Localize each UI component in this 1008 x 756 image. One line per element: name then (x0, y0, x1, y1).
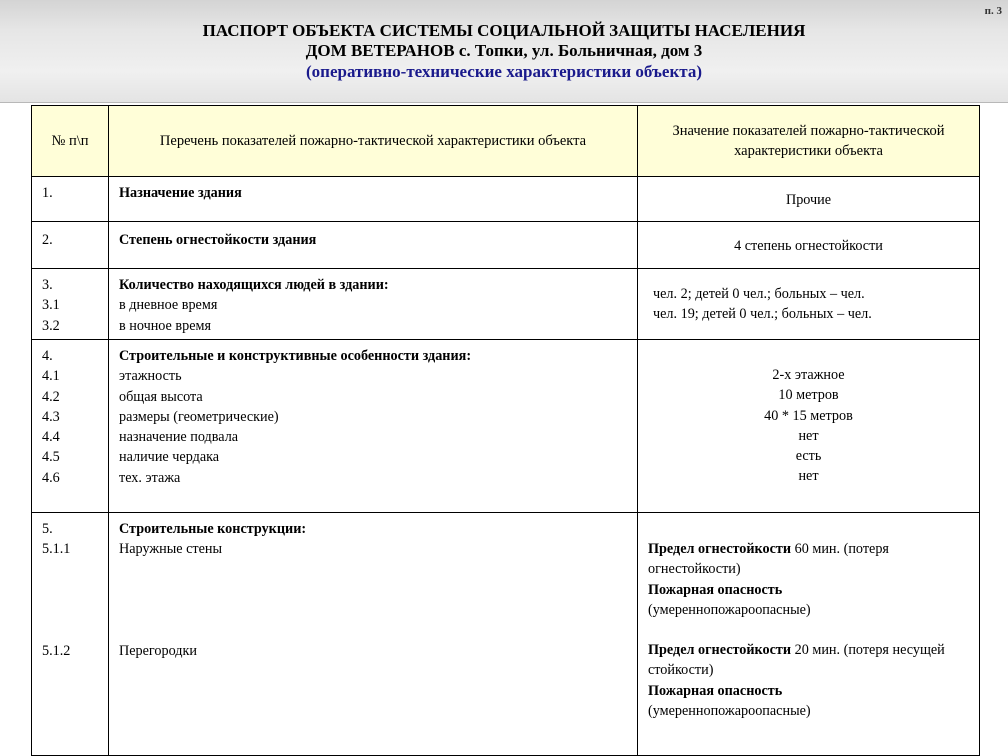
row-value (638, 513, 980, 756)
table-row (32, 340, 980, 513)
row-value: 4 степень огнестойкости (638, 222, 980, 269)
fire-danger-label: Пожарная опасность (648, 581, 783, 598)
fire-danger-value: (умереннопожароопасные) (648, 703, 811, 720)
table-row (32, 222, 980, 269)
table-row (32, 513, 980, 756)
fire-danger-value: (умереннопожароопасные) (648, 601, 811, 618)
column-header-value: Значение показателей пожарно-тактической характеристики объекта (638, 106, 980, 177)
row-label: Строительные конструкции: Наружные стены Перегородки (109, 513, 638, 756)
row-value: 2-х этажное 10 метров 40 * 15 метров нет есть нет (638, 340, 980, 513)
row-number: 5. 5.1.1 5.1.2 (32, 513, 109, 756)
row-number: 1. (32, 177, 109, 222)
row-number: 4. 4.1 4.2 4.3 4.4 4.5 4.6 (32, 340, 109, 513)
header-banner (0, 0, 1008, 103)
row-label: Количество находящихся людей в здании: в дневное время в ночное время (109, 269, 638, 340)
page-number: п. 3 (984, 5, 1002, 17)
row-label: Строительные и конструктивные особенности здания: этажность общая высота размеры (геометрические) назначение подвала наличие чердака тех. этажа (109, 340, 638, 513)
object-name: ДОМ ВЕТЕРАНОВ с. Топки, ул. Больничная, дом 3 (305, 41, 703, 60)
page-title: ПАСПОРТ ОБЪЕКТА СИСТЕМЫ СОЦИАЛЬНОЙ ЗАЩИТЫ НАСЕЛЕНИЯ (202, 21, 806, 40)
column-header-indicator: Перечень показателей пожарно-тактической характеристики объекта (109, 106, 638, 177)
column-header-num: № п\п (32, 106, 109, 177)
characteristics-table (31, 105, 980, 756)
table-row (32, 177, 980, 222)
row-number: 3. 3.1 3.2 (32, 269, 109, 340)
row-label: Степень огнестойкости здания (109, 222, 638, 269)
row-value: Прочие (638, 177, 980, 222)
table-row (32, 269, 980, 340)
fire-resistance-partitions: Предел огнестойкости 20 мин. (потеря несущей стойкости) (648, 642, 945, 679)
row-number: 2. (32, 222, 109, 269)
page-subtitle: (оперативно-технические характеристики объекта) (306, 62, 702, 81)
table-header-row (32, 106, 980, 177)
row-value: чел. 2; детей 0 чел.; больных – чел. чел. 19; детей 0 чел.; больных – чел. (638, 269, 980, 340)
fire-resistance-outer-walls: Предел огнестойкости 60 мин. (потеря огнестойкости) (648, 541, 889, 578)
row-label: Назначение здания (109, 177, 638, 222)
fire-danger-label: Пожарная опасность (648, 682, 783, 699)
